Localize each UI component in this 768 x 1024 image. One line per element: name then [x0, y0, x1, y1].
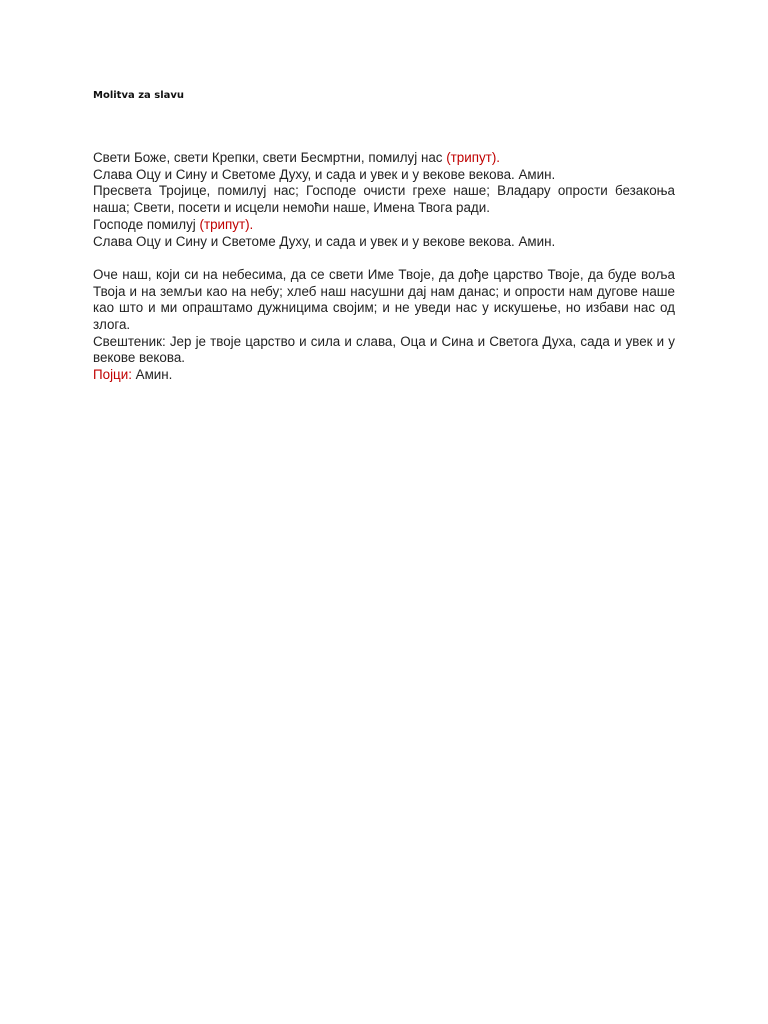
document-page [93, 86, 675, 384]
prayer-block-our-father [93, 267, 675, 384]
chanters-label: Појци: [93, 367, 132, 383]
prayer-block-trisagion [93, 150, 675, 250]
priest-line: Свештеник: Јер је твоје царство и сила и слава, Оца и Сина и Светога Духа, сада и увек и у векове векова. [93, 333, 675, 366]
trisagion-line [93, 150, 675, 167]
our-father-prayer: Оче наш, који си на небесима, да се свети Име Твоје, да дође царство Твоје, да буде воља Твоја и на земљи као на небу; хлеб наш насушни дај нам данас; и опрости нам дугове наше као што и ми опраштамо дужницима својим; и не уведи нас у искушење, но избави нас од злога. [93, 266, 675, 333]
chanters-line [93, 367, 675, 384]
document-title: Molitva za slavu [93, 90, 185, 101]
lord-mercy-note: (трипут). [199, 216, 254, 232]
trinity-prayer: Пресвета Тројице, помилуј нас; Господе очисти грехе наше; Владару опрости безакоња наша; Свети, посети и исцели немоћи наше, Имена Твога ради. [93, 183, 675, 216]
lord-mercy-text: Господе помилуј [93, 216, 196, 232]
lord-mercy-line [93, 217, 675, 234]
trisagion-text: Свети Боже, свети Крепки, свети Бесмртни, помилуј нас [93, 150, 443, 165]
glory-line-1: Слава Оцу и Сину и Светоме Духу, и сада и увек и у векове векова. Амин. [93, 166, 556, 182]
chanters-text: Амин. [131, 367, 173, 383]
glory-line-2: Слава Оцу и Сину и Светоме Духу, и сада и увек и у векове векова. Амин. [93, 233, 556, 249]
trisagion-note: (трипут). [446, 150, 500, 165]
